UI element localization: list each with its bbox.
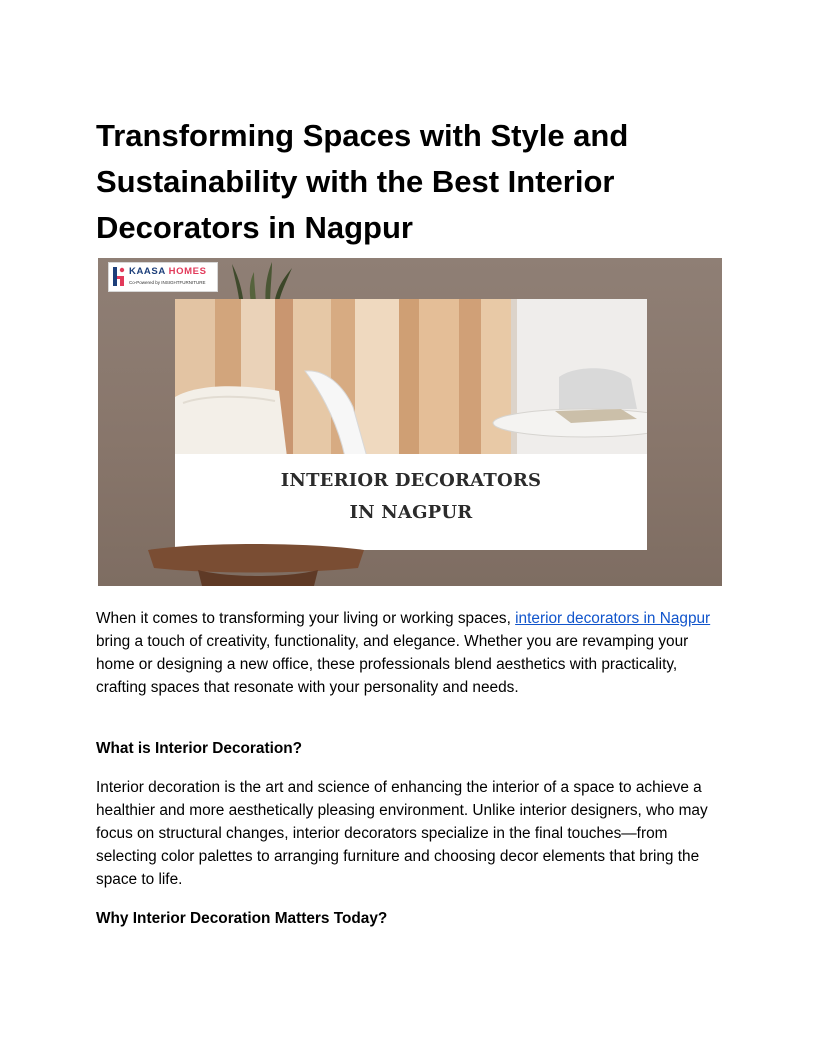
intro-text-after-link: bring a touch of creativity, functionality, and elegance. Whether you are revamping your home or designing a new office, these professionals blend aesthetics with practicality, crafting spaces that resonate with your personality and needs.	[96, 633, 689, 696]
article-title: Transforming Spaces with Style and Sustainability with the Best Interior Decorators in Nagpur	[96, 118, 629, 245]
logo-wordmark-homes: HOMES	[165, 266, 207, 277]
banner-caption-box	[175, 454, 647, 550]
intro-paragraph	[96, 607, 722, 699]
wooden-slats-and-chair-illustration	[175, 299, 647, 457]
interior-decorators-link[interactable]: interior decorators in Nagpur	[515, 610, 711, 627]
banner-caption-line-2: IN NAGPUR	[349, 502, 473, 523]
side-table-decoration	[138, 544, 368, 586]
kaasa-logo-mark-icon	[112, 266, 126, 287]
interior-photo	[175, 299, 647, 457]
section-heading-why-interior-decoration-matters: Why Interior Decoration Matters Today?	[96, 910, 388, 927]
logo-wordmark	[129, 266, 207, 277]
logo-wordmark-kaasa: KAASA	[129, 266, 166, 277]
logo-tagline: Co-Powered by INSIGHTFURNITURE	[129, 280, 206, 285]
banner-image	[98, 258, 722, 586]
section-heading-what-is-interior-decoration: What is Interior Decoration?	[96, 740, 303, 757]
banner-caption-line-1: INTERIOR DECORATORS	[280, 470, 542, 491]
kaasa-homes-logo[interactable]	[108, 262, 218, 292]
intro-text-before-link: When it comes to transforming your living or working spaces,	[96, 610, 516, 627]
section1-paragraph: Interior decoration is the art and science of enhancing the interior of a space to achieve a healthier and more aesthetically pleasing environment. Unlike interior designers, who may focus on structural changes, interior decorators specialize in the final touches—from selecting color palettes to arranging furniture and choosing decor elements that bring the space to life.	[96, 779, 708, 888]
